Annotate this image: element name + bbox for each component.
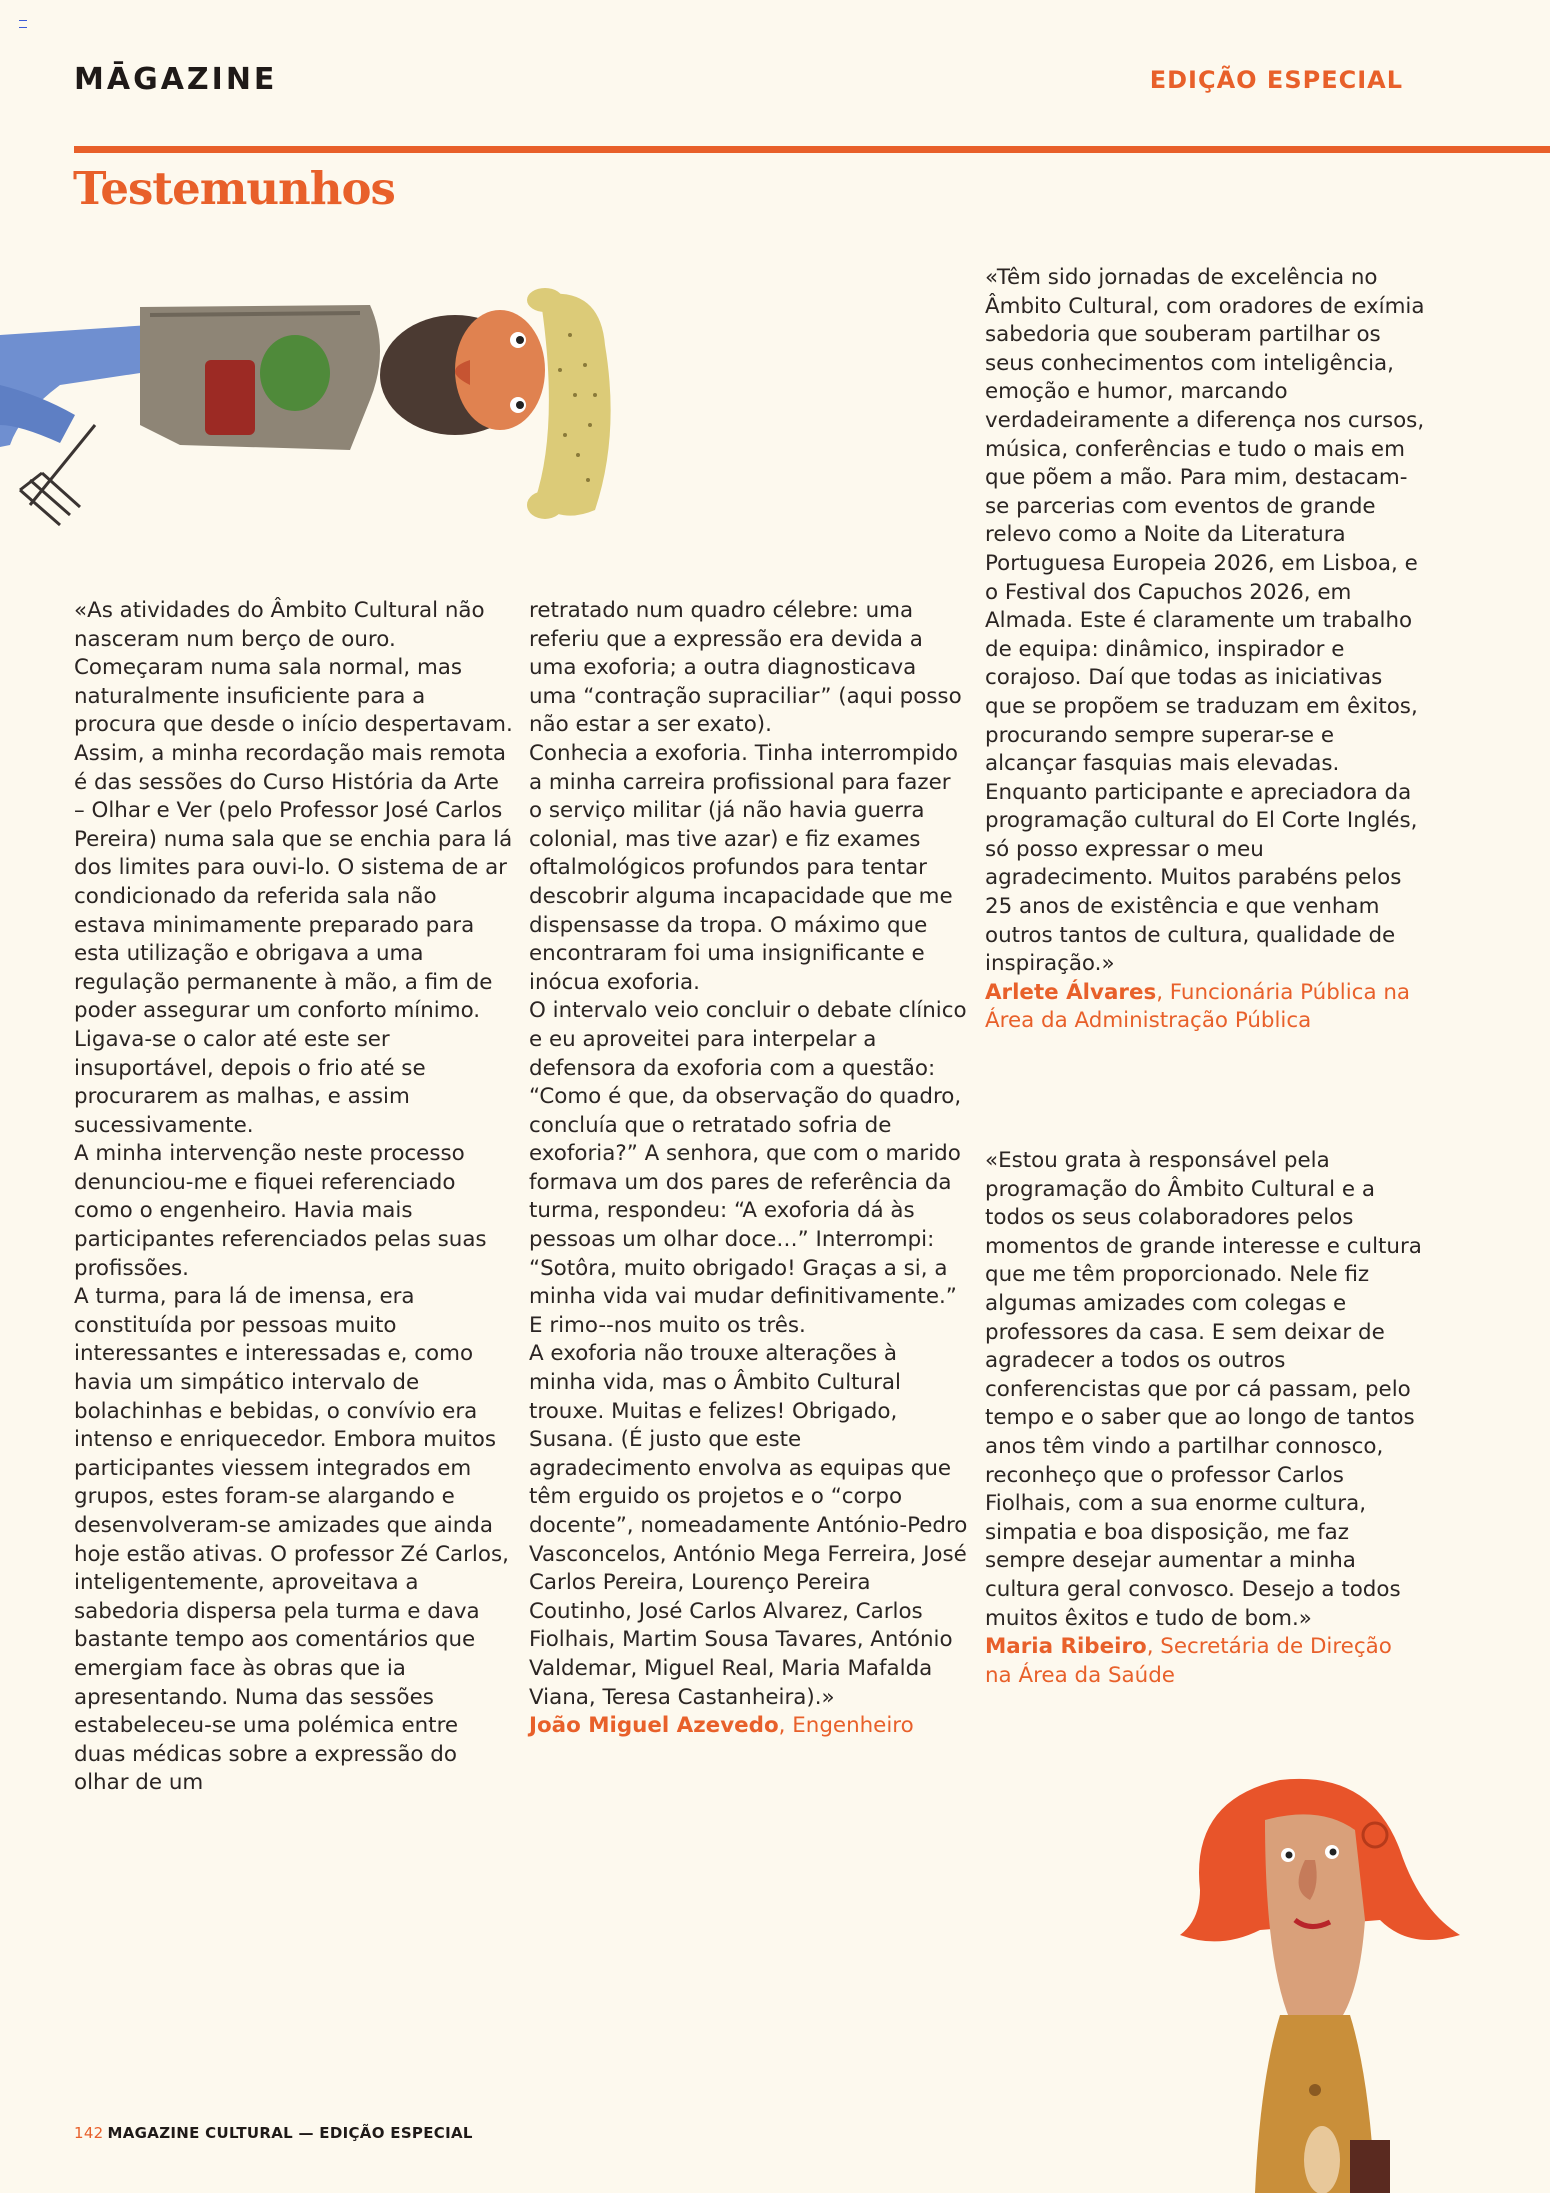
testimonial-3	[985, 1147, 1425, 1690]
paragraph: «Estou grata à responsável pela programação do Âmbito Cultural e a todos os seus colaboradores pelos momentos de grande interesse e cultura que me têm proporcionado. Nele fiz algumas amizades com colegas e professores da casa. E sem deixar de agradecer a todos os outros conferencistas que por cá passam, pelo tempo e o saber que ao longo de tantos anos têm vindo a partilhar connosco, reconheço que o professor Carlos Fiolhais, com a sua enorme cultura, simpatia e boa disposição, me faz sempre desejar aumentar a minha cultura geral convosco. Desejo a todos muitos êxitos e tudo de bom.»	[985, 1148, 1422, 1631]
author-name: João Miguel Azevedo	[529, 1713, 779, 1739]
header-divider	[74, 146, 1550, 153]
author-role: , Engenheiro	[778, 1713, 914, 1739]
magazine-logo: MĀGAZINE	[74, 62, 278, 97]
paragraph: A minha intervenção neste processo denunciou-me e fiquei referenciado como o engenheiro. Havia mais participantes referenciados pelas suas profissões.	[74, 1141, 487, 1281]
testimonial-1-column-2	[529, 597, 969, 1741]
footer-label: MAGAZINE CULTURAL — EDIÇÃO ESPECIAL	[107, 2124, 473, 2142]
farmer-illustration	[0, 275, 630, 545]
testimonial-1-column-1	[74, 597, 514, 1798]
author-role: , Funcionária Pública na Área da Administração Pública	[985, 979, 1411, 1034]
paragraph: A turma, para lá de imensa, era constituída por pessoas muito interessantes e interessadas e, como havia um simpático intervalo de bolachinhas e bebidas, o convívio era intenso e enriquecedor. Embora muitos participantes viessem integrados em grupos, estes foram-se alargando e desenvolveram-se amizades que ainda hoje estão ativas. O professor Zé Carlos, inteligentemente, aproveitava a sabedoria dispersa pela turma e dava bastante tempo aos comentários que emergiam face às obras que ia apresentando. Numa das sessões estabeleceu-se uma polémica entre duas médicas sobre a expressão do olhar de um	[74, 1284, 509, 1796]
author-signature	[985, 1633, 1425, 1690]
paragraph: «As atividades do Âmbito Cultural não nasceram num berço de ouro. Começaram numa sala normal, mas naturalmente insuficiente para a procura que desde o início despertavam. Assim, a minha recordação mais remota é das sessões do Curso História da Arte – Olhar e Ver (pelo Professor José Carlos Pereira) numa sala que se enchia para lá dos limites para ouvi-lo. O sistema de ar condicionado da referida sala não estava minimamente preparado para esta utilização e obrigava a uma regulação permanente à mão, a fim de poder assegurar um conforto mínimo. Ligava-se o calor até este ser insuportável, depois o frio até se procurarem as malhas, e assim sucessivamente.	[74, 598, 513, 1138]
author-role: , Secretária de Direção na Área da Saúde	[985, 1634, 1392, 1688]
paragraph: O intervalo veio concluir o debate clínico e eu aproveitei para interpelar a defensora da exoforia com a questão: “Como é que, da observação do quadro, concluía que o retratado sofria de exoforia?” A senhora, que com o marido formava um dos pares de referência da turma, respondeu: “A exoforia dá às pessoas um olhar doce…” Interrompi: “Sotôra, muito obrigado! Graças a si, a minha vida vai mudar definitivamente.” E rimo--nos muito os três.	[529, 998, 967, 1338]
woman-illustration	[1170, 1760, 1470, 2193]
menu-icon	[19, 20, 27, 28]
paragraph: Conhecia a exoforia. Tinha interrompido a minha carreira profissional para fazer o serviço militar (já não havia guerra colonial, mas tive azar) e fiz exames oftalmológicos profundos para tentar descobrir alguma incapacidade que me dispensasse da tropa. O máximo que encontraram foi uma insignificante e inócua exoforia.	[529, 740, 959, 995]
author-name: Maria Ribeiro	[985, 1634, 1147, 1660]
page-number: 142	[74, 2124, 104, 2142]
paragraph: retratado num quadro célebre: uma referiu que a expressão era devida a uma exoforia; a outra diagnosticava uma “contração supraciliar” (aqui posso não estar a ser exato).	[529, 598, 962, 738]
testimonial-2	[985, 264, 1425, 1036]
author-signature	[985, 979, 1425, 1036]
page-title: Testemunhos	[73, 162, 395, 215]
page-footer	[74, 2124, 473, 2142]
author-signature	[529, 1712, 969, 1741]
edition-label: EDIÇÃO ESPECIAL	[1149, 66, 1403, 94]
author-name: Arlete Álvares	[985, 979, 1157, 1005]
paragraph: A exoforia não trouxe alterações à minha vida, mas o Âmbito Cultural trouxe. Muitas e felizes! Obrigado, Susana. (É justo que este agradecimento envolva as equipas que têm erguido os projetos e o “corpo docente”, nomeadamente António-Pedro Vasconcelos, António Mega Ferreira, José Carlos Pereira, Lourenço Pereira Coutinho, José Carlos Alvarez, Carlos Fiolhais, Martim Sousa Tavares, António Valdemar, Miguel Real, Maria Mafalda Viana, Teresa Castanheira).»	[529, 1341, 968, 1710]
paragraph: «Têm sido jornadas de excelência no Âmbito Cultural, com oradores de exímia sabedoria que souberam partilhar os seus conhecimentos com inteligência, emoção e humor, marcando verdadeiramente a diferença nos cursos, música, conferências e tudo o mais em que põem a mão. Para mim, destacam-se parcerias com eventos de grande relevo como a Noite da Literatura Portuguesa Europeia 2026, em Lisboa, e o Festival dos Capuchos 2026, em Almada. Este é claramente um trabalho de equipa: dinâmico, inspirador e corajoso. Daí que todas as iniciativas que se propõem se traduzam em êxitos, procurando sempre superar-se e alcançar fasquias mais elevadas. Enquanto participante e apreciadora da programação cultural do El Corte Inglés, só posso expressar o meu agradecimento. Muitos parabéns pelos 25 anos de existência e que venham outros tantos de cultura, qualidade de inspiração.»	[985, 265, 1425, 977]
